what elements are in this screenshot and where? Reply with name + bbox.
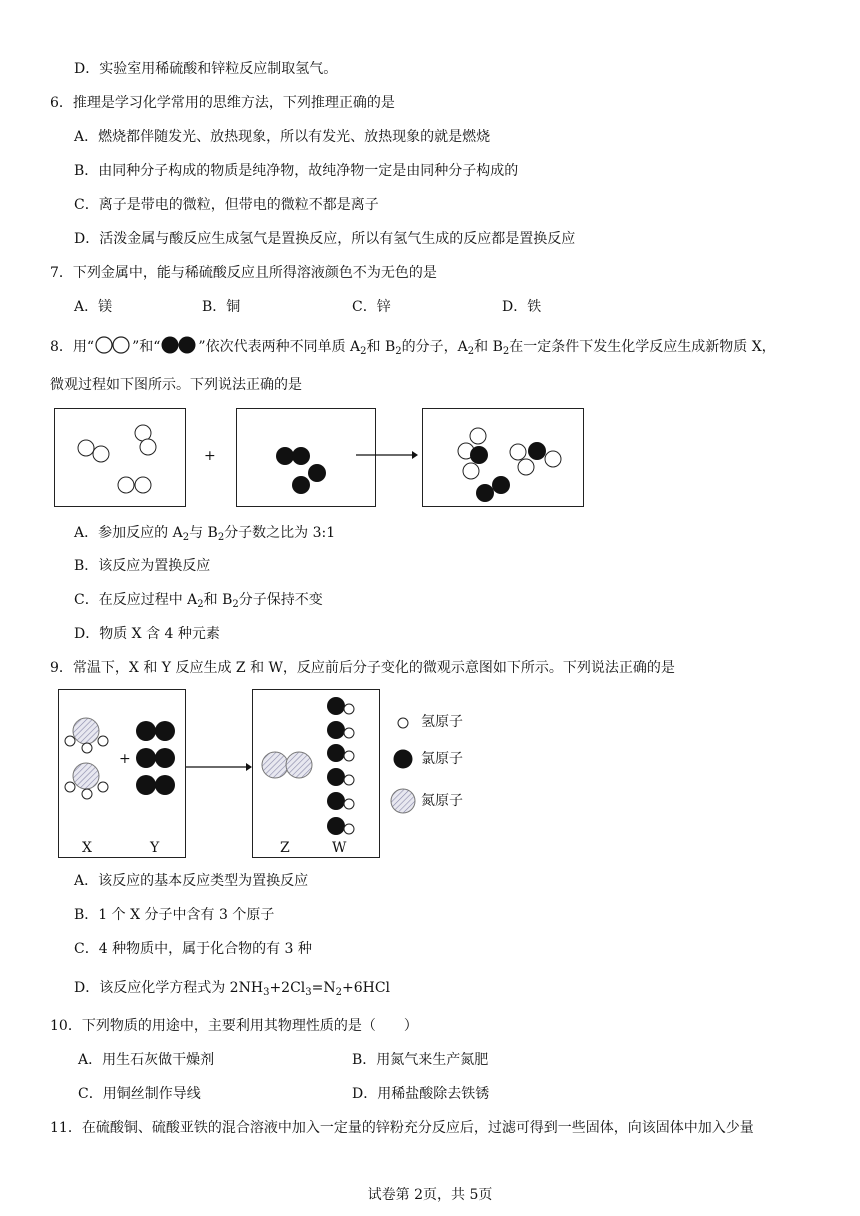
q7-option-b (202, 297, 240, 317)
option-letter: D． (74, 61, 100, 77)
option-letter: A． (74, 129, 99, 145)
subscript: 3 (263, 987, 270, 998)
stem-text: 和 B (474, 339, 503, 355)
option-letter: A． (74, 299, 99, 315)
q9-box-products (252, 689, 380, 858)
q9-reaction-arrow (186, 761, 252, 773)
q9-label-z: Z (280, 840, 290, 856)
subscript: 3 (305, 987, 312, 998)
q9-label-y: Y (150, 840, 160, 856)
stem-text: 和 B (366, 339, 396, 355)
subscript: 2 (395, 346, 402, 357)
q10-stem: 10．下列物质的用途中，主要利用其物理性质的是（ ） (50, 1018, 418, 1034)
q10-option-b (352, 1050, 488, 1070)
q8-stem-line2: 微观过程如下图所示。下列说法正确的是 (50, 377, 302, 393)
q7-option-a (74, 297, 112, 317)
q6-option-d (74, 229, 575, 249)
option-letter: B． (74, 907, 99, 923)
q9-option-c (74, 939, 312, 959)
q6-option-c (74, 195, 379, 215)
option-text: 铁 (527, 299, 542, 315)
q10-option-c (78, 1084, 201, 1104)
stem-text: 在一定条件下发生化学反应生成新物质 X， (509, 339, 776, 355)
option-text: 与 B (189, 525, 218, 541)
stem-text: ”依次代表两种不同单质 A (198, 339, 361, 355)
option-letter: B． (74, 163, 99, 179)
q9-label-w: W (332, 840, 347, 856)
subscript: 2 (335, 987, 342, 998)
stem-text: ”和“ (132, 339, 161, 355)
option-text: 该反应的基本反应类型为置换反应 (98, 873, 309, 889)
subscript: 2 (502, 346, 510, 357)
option-letter: A． (74, 873, 99, 889)
stem-text: 的分子，A (401, 339, 468, 355)
equation-text: 该反应化学方程式为 2NH (99, 980, 264, 996)
option-letter: D． (352, 1086, 378, 1102)
legend-chlorine: 氯原子 (421, 751, 463, 767)
q6-option-b (74, 161, 518, 181)
chlorine-atom-icon (392, 748, 414, 770)
q8-option-d (74, 624, 220, 644)
option-text: 物质 X 含 4 种元素 (99, 626, 220, 642)
q8-option-a (74, 523, 335, 543)
option-letter: B． (202, 299, 227, 315)
option-text: 分子保持不变 (238, 592, 323, 608)
option-letter: B． (352, 1052, 377, 1068)
option-letter: C． (78, 1086, 103, 1102)
q8-stem-line1 (50, 336, 776, 357)
open-molecule-icon (94, 336, 132, 354)
option-text: 该反应为置换反应 (98, 558, 211, 574)
subscript: 2 (360, 346, 367, 357)
page-footer: 试卷第 2页，共 5页 (367, 1187, 493, 1203)
option-text: 由同种分子构成的物质是纯净物，故纯净物一定是由同种分子构成的 (98, 163, 519, 179)
legend-nitrogen: 氮原子 (421, 793, 463, 809)
q9-product-molecules (253, 690, 379, 857)
option-text: 离子是带电的微粒，但带电的微粒不都是离子 (98, 197, 379, 213)
option-text: 活泼金属与酸反应生成氢气是置换反应，所以有氢气生成的反应都是置换反应 (99, 231, 576, 247)
nitrogen-atom-icon (389, 787, 417, 815)
subscript: 2 (467, 346, 475, 357)
option-letter: D． (502, 299, 528, 315)
q8-option-b (74, 556, 210, 576)
q9-option-a (74, 871, 308, 891)
option-text: 实验室用稀硫酸和锌粒反应制取氢气。 (99, 61, 338, 77)
option-text: 镁 (98, 299, 113, 315)
option-text: 在反应过程中 A (98, 592, 198, 608)
equation-text: +2Cl (269, 980, 306, 996)
hydrogen-atom-icon (395, 715, 415, 731)
filled-molecule-icon (160, 336, 198, 354)
equation-text: +6HCl (342, 980, 391, 996)
option-text: 4 种物质中，属于化合物的有 3 种 (98, 941, 312, 957)
q8-reaction-arrow (356, 448, 418, 462)
q8-plus: + (204, 448, 216, 464)
option-text: 用铜丝制作导线 (102, 1086, 201, 1102)
subscript: 2 (217, 532, 225, 543)
q9-plus: + (119, 751, 131, 767)
option-text: 参加反应的 A (98, 525, 183, 541)
q9-option-d (74, 978, 390, 998)
q7-option-d (502, 297, 541, 317)
q9-label-x: X (82, 840, 92, 856)
option-text: 燃烧都伴随发光、放热现象，所以有发光、放热现象的就是燃烧 (98, 129, 491, 145)
option-text: 和 B (203, 592, 233, 608)
option-letter: D． (74, 231, 100, 247)
q11-stem: 11．在硫酸铜、硫酸亚铁的混合溶液中加入一定量的锌粉充分反应后，过滤可得到一些固体，向该固体中加入少量 (50, 1120, 754, 1136)
q10-option-a (78, 1050, 214, 1070)
b2-molecules (237, 409, 375, 506)
q5-option-d (74, 59, 337, 79)
q6-stem: 6．推理是学习化学常用的思维方法，下列推理正确的是 (50, 95, 395, 111)
option-letter: D． (74, 626, 100, 642)
q9-box-reactants (58, 689, 186, 858)
option-letter: C． (74, 197, 99, 213)
q9-stem: 9．常温下，X 和 Y 反应生成 Z 和 W，反应前后分子变化的微观示意图如下所示。下列说法正确的是 (50, 660, 675, 676)
x-molecules (423, 409, 583, 506)
option-text: 用生石灰做干燥剂 (102, 1052, 215, 1068)
subscript: 2 (232, 599, 239, 610)
option-letter: A． (78, 1052, 103, 1068)
option-text: 铜 (226, 299, 241, 315)
option-letter: C． (74, 941, 99, 957)
equation-text: =N (311, 980, 336, 996)
q8-box-reactant-a (54, 408, 186, 507)
subscript: 2 (197, 599, 204, 610)
q8-option-c (74, 590, 323, 610)
option-text: 1 个 X 分子中含有 3 个原子 (98, 907, 275, 923)
a2-molecules (55, 409, 185, 506)
legend-hydrogen: 氢原子 (421, 714, 463, 730)
subscript: 2 (182, 532, 190, 543)
q9-option-b (74, 905, 274, 925)
q7-stem: 7．下列金属中，能与稀硫酸反应且所得溶液颜色不为无色的是 (50, 265, 437, 281)
option-text: 锌 (376, 299, 391, 315)
option-text: 用氮气来生产氮肥 (376, 1052, 489, 1068)
q6-option-a (74, 127, 490, 147)
option-letter: B． (74, 558, 99, 574)
option-text: 分子数之比为 3:1 (224, 525, 336, 541)
q10-option-d (352, 1084, 489, 1104)
option-letter: A． (74, 525, 99, 541)
option-letter: C． (352, 299, 377, 315)
q8-box-reactant-b (236, 408, 376, 507)
q7-option-c (352, 297, 391, 317)
stem-text: 8．用“ (50, 339, 95, 355)
q9-reactant-molecules (59, 690, 185, 857)
option-letter: D． (74, 980, 100, 996)
option-text: 用稀盐酸除去铁锈 (377, 1086, 490, 1102)
q8-box-product (422, 408, 584, 507)
option-letter: C． (74, 592, 99, 608)
